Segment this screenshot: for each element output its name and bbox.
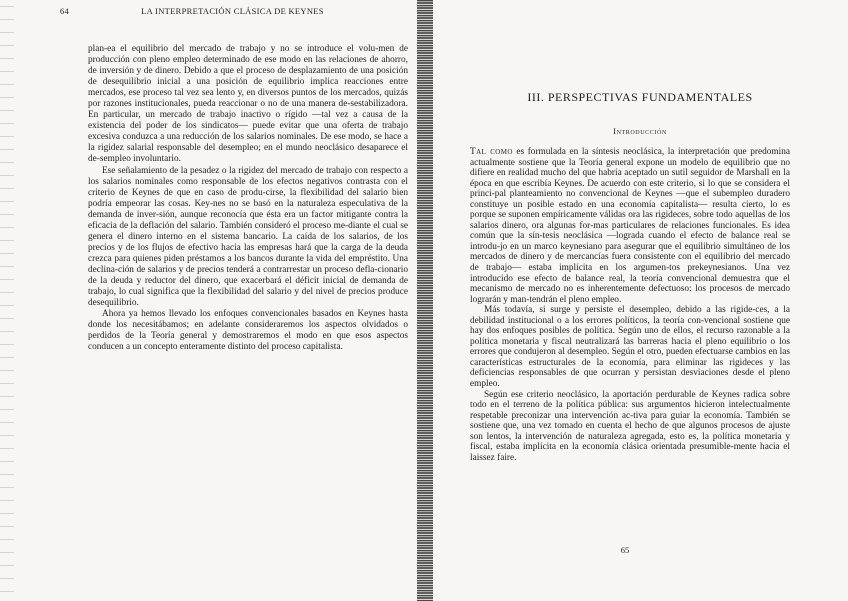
- paragraph: Según ese criterio neoclásico, la aportación perdurable de Keynes radica sobre todo en el terreno de la política pública: sus argumentos hicieron intelectualmente respetable preconizar una intervención ac‑tiva para guiar la economía. También se sostiene que, una vez tomado en cuenta el hecho de que algunos procesos de ajuste son lentos, la intervención de naturaleza agregada, esto es, la política monetaria y fiscal, estaba implícita en la economía clásica orientada presumible‑mente hacia el laissez faire.: [470, 389, 790, 463]
- right-page-number: 65: [620, 545, 630, 555]
- running-head-title: LA INTERPRETACIÓN CLÁSICA DE KEYNES: [141, 6, 324, 16]
- paragraph: Ahora ya hemos llevado los enfoques convencionales basados en Keynes hasta donde los necesitábamos; en adelante consideraremos los aspectos olvidados o perdidos de la Teoría general y demostraremos el modo en que esos aspectos conducen a un concepto enteramente distinto del proceso capitalista.: [88, 309, 408, 353]
- paragraph-text: es formulada en la síntesis neoclásica, la interpretación que predomina actualmente sostiene que la Teoría general expone un modelo de equilibrio que no difiere en realidad mucho del que habría aceptado un sutil seguidor de Marshall en la época en que escribía Keynes. De acuerdo con este criterio, si lo que se considera el princi‑pal planteamiento no convencional de Keynes —que el subempleo duradero constituye un posible estado en una economía capitalista— resulta cierto, lo es porque se suponen empíricamente válidas ora las rigideces, sobre todo aquellas de los salarios dinero, ora algunas for‑mas particulares de relaciones funcionales. Es idea común que la sín‑tesis neoclásica —lograda cuando el efecto de balance real se introdu‑jo en un marco keynesiano para asegurar que el equilibrio simultáneo de los mercados de dinero y de mercancías fuera consistente con el equilibrio del mercado de trabajo— estaba implícita en los argumen‑tos prekeynesianos. Una vez introducido ese efecto de balance real, la teoría convencional demuestra que el mecanismo de mercado no es inherentemente defectuoso: los procesos de mercado lograrán y man‑tendrán el pleno empleo.: [470, 147, 790, 305]
- paragraph: [470, 147, 790, 305]
- chapter-title: III. PERSPECTIVAS FUNDAMENTALES: [527, 90, 753, 104]
- left-page-number: 64: [60, 6, 70, 16]
- book-gutter: [417, 0, 433, 601]
- paragraph: Más todavía, si surge y persiste el desempleo, debido a las rigide‑ces, a la debilidad institucional o a los errores políticos, la teoría con‑vencional sostiene que hay dos enfoques posibles de política. Según uno de ellos, el recurso razonable a la política monetaria y fiscal neutralizará las barreras hacia el pleno equilibrio o los errores que condujeron al desempleo. Según el otro, pueden efectuarse cambios en las características estructurales de la economía, para eliminar las rigideces y las deficiencias responsables de que ocurran y persistan desviaciones desde el pleno empleo.: [470, 305, 790, 390]
- right-body-text: [470, 147, 790, 463]
- section-title: Introducción: [613, 126, 667, 136]
- page-edge-shadow: [0, 0, 14, 601]
- paragraph: plan‑ea el equilibrio del mercado de trabajo y no se introduce el volu‑men de producción con pleno empleo determinado de ese modo en las relaciones de ahorro, de inversión y de dinero. Debido a que el proceso de desplazamiento de una posición de desequilibrio inicial a una posición de equilibrio implica reacciones entre mercados, ese proceso tal vez sea lento y, en diversos puntos de los mercados, quizás por razones institucionales, pueda reaccionar o no de una manera de‑sestabilizadora. En particular, un mercado de trabajo inactivo o rígido —tal vez a causa de la existencia del poder de los sindicatos— puede evitar que una oferta de trabajo excesiva conduzca a una reducción de los salarios nominales. De ese modo, se hace a la rigidez salarial responsable del desempleo; en el mundo neoclásico desaparece el de‑sempleo involuntario.: [88, 44, 408, 165]
- lead-words: Tal como: [470, 147, 513, 157]
- paragraph: Ese señalamiento de la pesadez o la rigidez del mercado de trabajo con respecto a los salarios nominales como responsable de los efectos negativos contrasta con el criterio de Keynes de que en caso de produ‑cirse, la flexibilidad del salario bien podría empeorar las cosas. Key‑nes no se basó en la naturaleza especulativa de la demanda de inver‑sión, aunque reconocía que ésta era un factor mitigante contra la eficacia de la deflación del salario. También consideró el proceso me‑diante el cual se genera el dinero interno en el sistema bancario. La caída de los salarios, de los precios y de los flujos de efectivo hacia las empresas hará que la carga de la deuda crezca para quienes piden préstamos a los bancos durante la vida del empréstito. Una declina‑ción de salarios y de precios tenderá a contrarrestar un proceso defla‑cionario de la deuda y reductor del dinero, que exacerbará el déficit inicial de demanda de trabajo, lo cual significa que la flexibilidad del salario y del nivel de precios produce desequilibrio.: [88, 165, 408, 309]
- left-body-text: [88, 44, 408, 353]
